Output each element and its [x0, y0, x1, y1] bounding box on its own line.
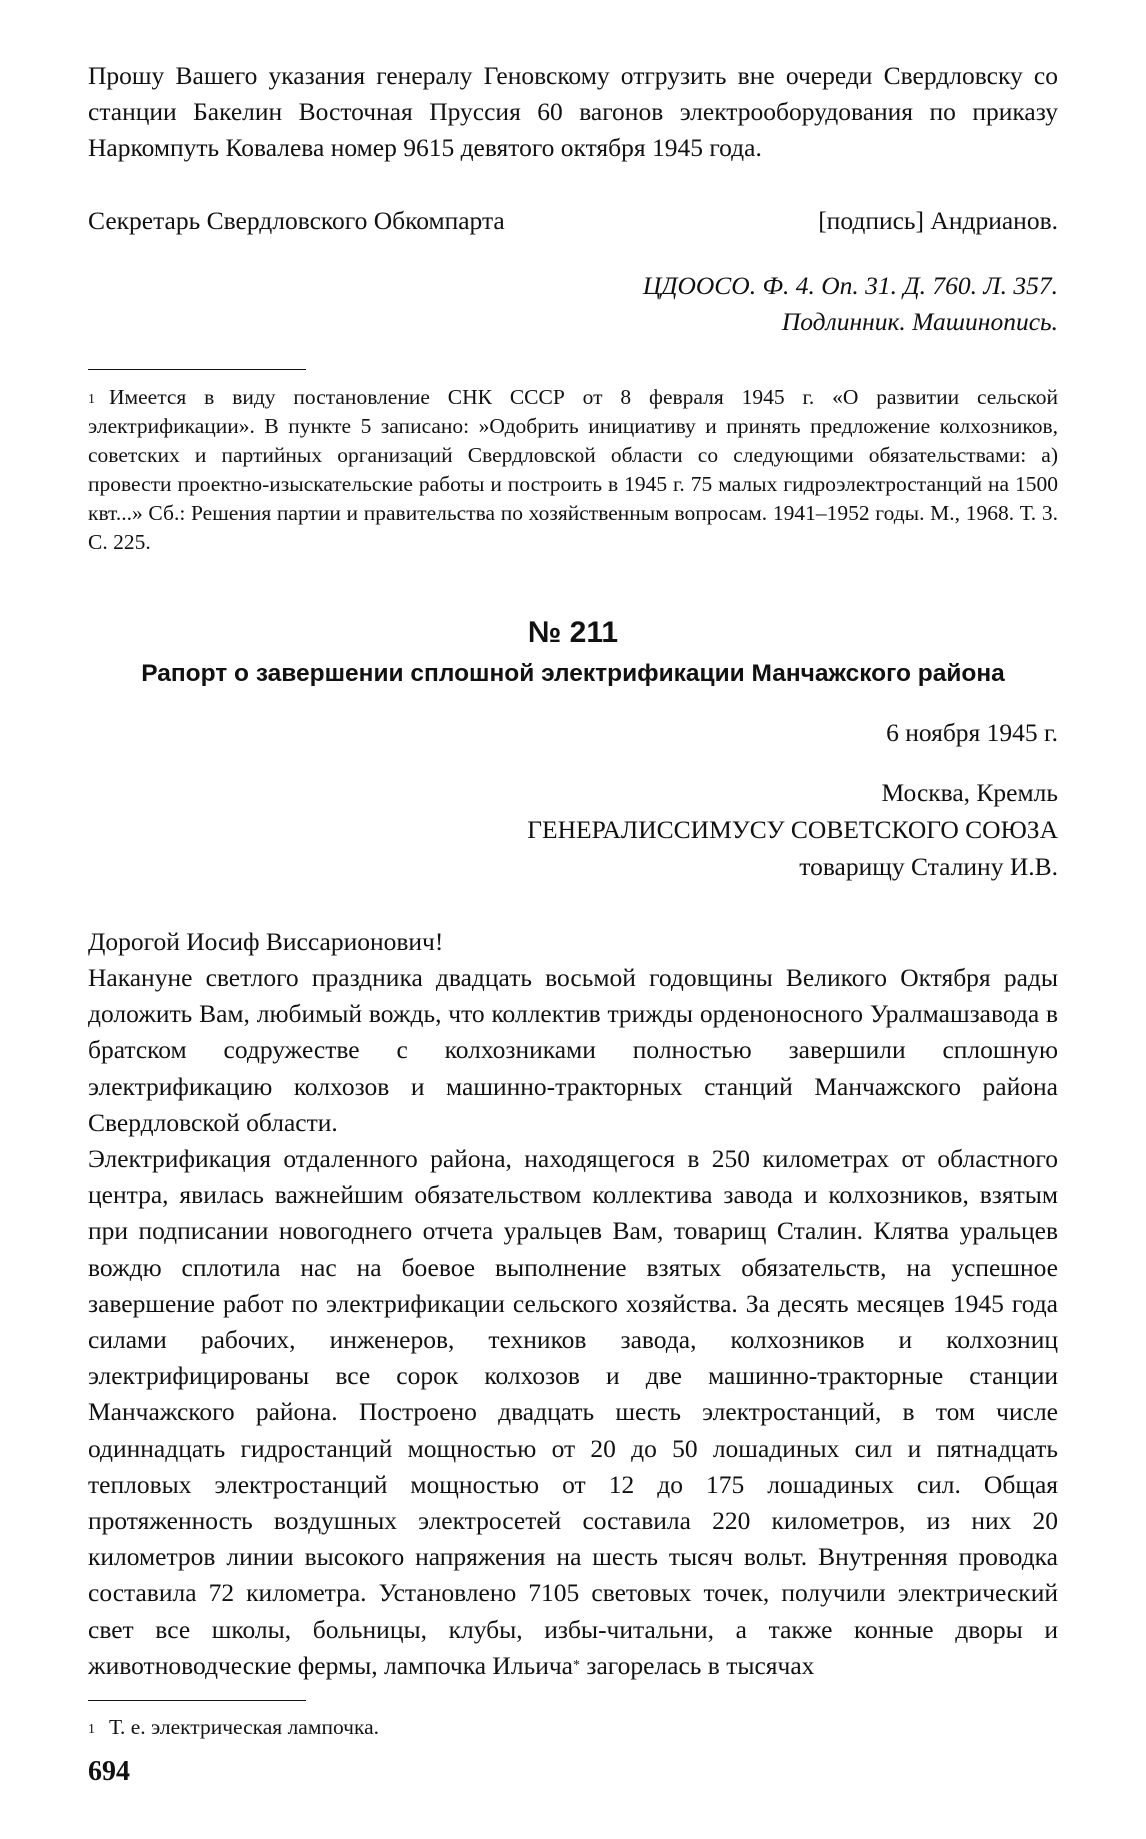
signature-line — [88, 203, 1058, 239]
footnote-1 — [88, 383, 1058, 557]
footnote-star-marker: * — [573, 1657, 580, 1673]
document-page — [88, 58, 1058, 1788]
footnote-1-text: Имеется в виду постановление СНК СССР от 8 февраля 1945 г. «О развитии сельской электрификации». В пункте 5 записано: »Одобрить инициативу и принять предложение колхозников, советских и партийных организаций Свердловской области со следующими обязательствами: а) провести проектно-изыскательские работы и построить в 1945 г. 75 малых гидроэлектростанций на 1500 квт...» Сб.: Решения партии и правительства по хозяйственным вопросам. 1941–1952 годы. М., 1968. Т. 3. С. 225. — [88, 385, 1058, 554]
document-body — [88, 960, 1058, 1684]
page-number: 694 — [88, 1756, 130, 1788]
signatory-position: Секретарь Свердловского Обкомпарта — [88, 206, 505, 235]
body-paragraph-2 — [88, 1141, 1058, 1684]
archive-note: Подлинник. Машинопись. — [781, 307, 1058, 336]
footnote-divider — [88, 369, 306, 370]
addressee-block — [88, 774, 1058, 885]
footnote-divider-2 — [88, 1700, 306, 1701]
body-paragraph-1: Накануне светлого праздника двадцать восьмой годовщины Великого Октября рады доложить Вам, любимый вождь, что коллектив трижды орденоносного Уралмашзавода в братском содружестве с колхозниками полностью завершили сплошную электрификацию колхозов и машинно-тракторных станций Манчажского района Свердловской области. — [88, 963, 1058, 1137]
footnote-2 — [88, 1713, 1058, 1742]
signatory-name: [подпись] Андрианов. — [818, 206, 1058, 235]
document-title: Рапорт о завершении сплошной электрификации Манчажского района — [141, 660, 1005, 687]
footnote-2-text: Т. е. электрическая лампочка. — [109, 1715, 379, 1740]
archive-reference: ЦДООСО. Ф. 4. Оп. 31. Д. 760. Л. 357. — [642, 271, 1058, 300]
archive-reference-block — [88, 268, 1058, 340]
body-paragraph-2-end: загорелась в тысячах — [580, 1650, 815, 1680]
document-date: 6 ноября 1945 г. — [886, 718, 1058, 747]
footnote-1-marker: 1 — [88, 392, 95, 407]
body-paragraph-2-main: Электрификация отдаленного района, находящегося в 250 километрах от областного центра, явилась важнейшим обязательством коллектива завода и колхозников, взятым при подписании новогоднего отчета уральцев Вам, товарищ Сталин. Клятва уральцев вождю сплотила нас на боевое выполнение взятых обязательств, на успешное завершение работ по электрификации сельского хозяйства. За десять месяцев 1945 года силами рабочих, инженеров, техников завода, колхозников и колхозниц электрифицированы все сорок колхозов и две машинно-тракторные станции Манчажского района. Построено двадцать шесть электростанций, в том числе одиннадцать гидростанций мощностью от 20 до 50 лошадиных сил и пятнадцать тепловых электростанций мощностью от 12 до 175 лошадиных сил. Общая протяженность воздушных электросетей составила 220 километров, из них 20 километров линии высокого напряжения на шесть тысяч вольт. Внутренняя проводка составила 72 километра. Установлено 7105 световых точек, получили электрический свет все школы, больницы, клубы, избы-читальни, а также конные дворы и животноводческие фермы, лампочка Ильича — [88, 1144, 1058, 1680]
addressee-title: ГЕНЕРАЛИССИМУСУ СОВЕТСКОГО СОЮЗА — [527, 815, 1058, 844]
request-paragraph: Прошу Вашего указания генералу Геновскому отгрузить вне очереди Свердловску со станции Бакелин Восточная Пруссия 60 вагонов электрооборудования по приказу Наркомпуть Ковалева номер 9615 девятого октября 1945 года. — [88, 61, 1058, 162]
addressee-location: Москва, Кремль — [881, 778, 1058, 807]
salutation: Дорогой Иосиф Виссарионович! — [88, 927, 444, 956]
addressee-name: товарищу Сталину И.В. — [799, 852, 1058, 881]
footnote-2-marker: 1 — [88, 1722, 95, 1738]
document-number: № 211 — [527, 616, 619, 649]
